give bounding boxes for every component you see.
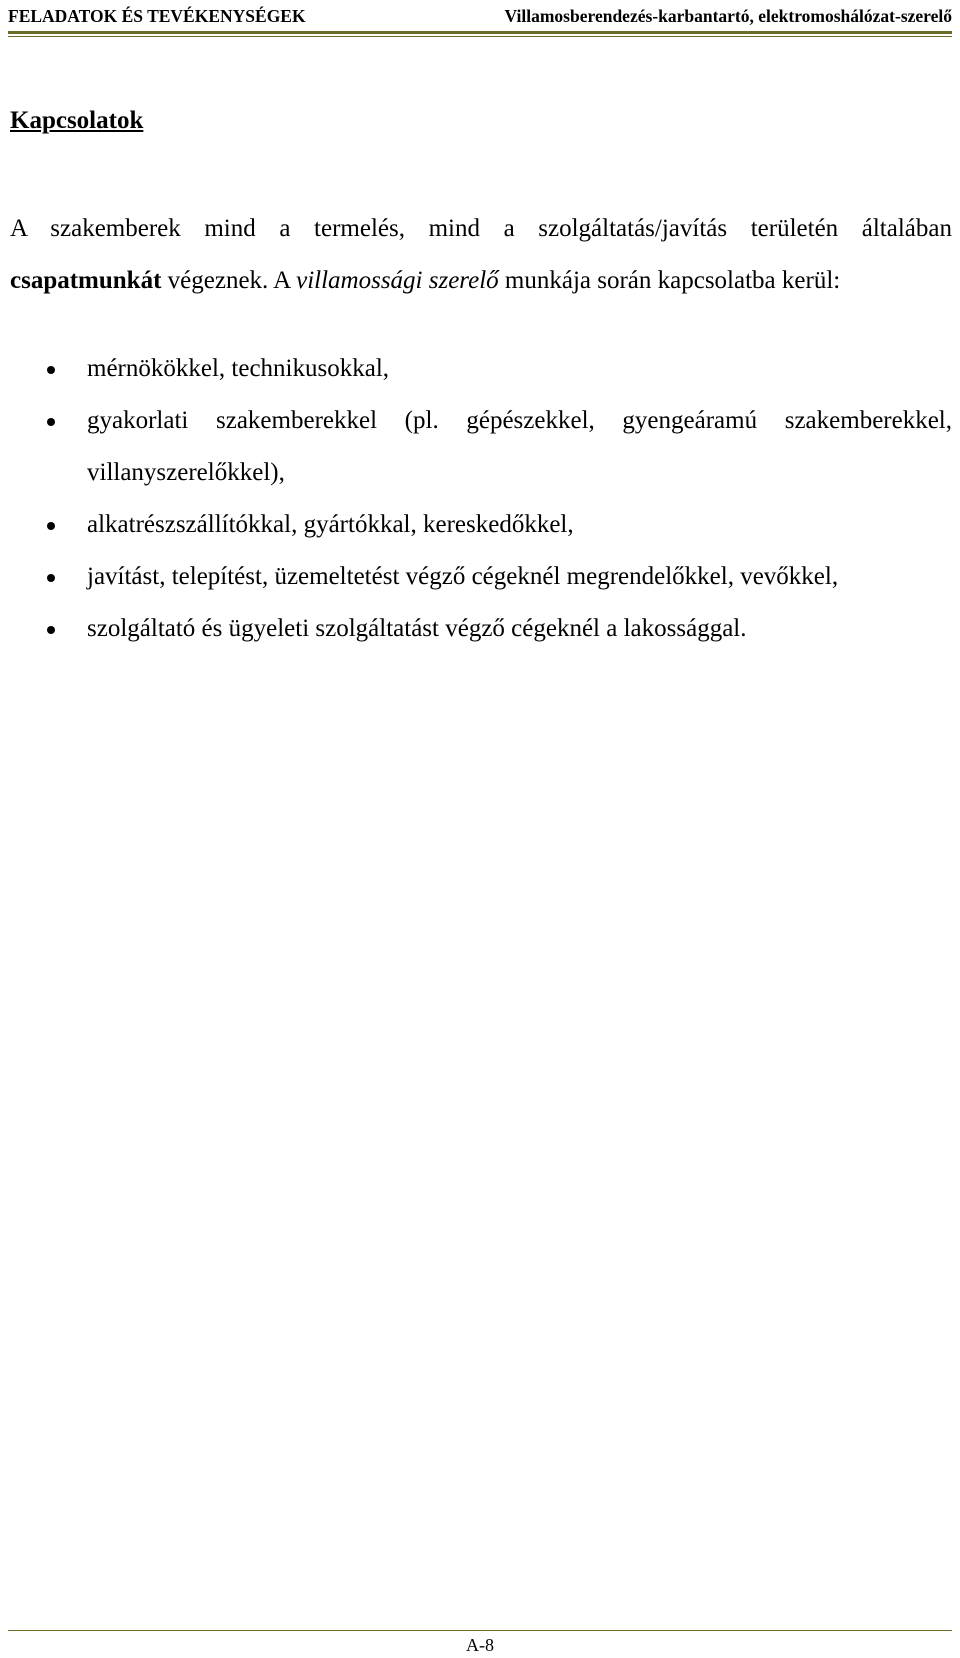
- list-item: [10, 499, 952, 551]
- bullet-dot-icon: [47, 366, 55, 374]
- intro-italic-term: villamossági szerelő: [296, 267, 499, 294]
- contacts-bullet-list: [10, 343, 952, 655]
- header-rule-thin: [8, 36, 952, 37]
- bullet-dot-icon: [47, 574, 55, 582]
- list-item: [10, 395, 952, 499]
- intro-text-part3: munkája során kapcsolatba kerül:: [498, 267, 841, 294]
- intro-text-part1: A szakemberek mind a termelés, mind a szolgáltatás/javítás területén általában: [10, 215, 952, 242]
- bullet-dot-icon: [47, 626, 55, 634]
- list-item-text: javítást, telepítést, üzemeltetést végző cégeknél megrendelőkkel, vevőkkel,: [87, 563, 839, 590]
- list-item: [10, 343, 952, 395]
- bullet-dot-icon: [47, 522, 55, 530]
- list-item-text: gyakorlati szakemberekkel (pl. gépészekkel, gyengeáramú szakemberekkel, villanyszerelőkkel),: [87, 407, 952, 486]
- intro-bold-term: csapatmunkát: [10, 267, 162, 294]
- section-title: Kapcsolatok: [10, 107, 144, 134]
- page-number: A-8: [466, 1635, 494, 1655]
- intro-paragraph: [10, 203, 952, 307]
- header-chapter-title: FELADATOK ÉS TEVÉKENYSÉGEK: [8, 6, 306, 26]
- list-item-text: szolgáltató és ügyeleti szolgáltatást végző cégeknél a lakossággal.: [87, 615, 747, 642]
- intro-text-part2: végeznek. A: [161, 267, 297, 294]
- list-item: [10, 603, 952, 655]
- list-item-text: mérnökökkel, technikusokkal,: [87, 355, 390, 382]
- header-rule-thick: [8, 31, 952, 34]
- footer-rule: [8, 1630, 952, 1631]
- bullet-dot-icon: [47, 418, 55, 426]
- page-header: [8, 2, 952, 30]
- list-item: [10, 551, 952, 603]
- header-document-title: Villamosberendezés-karbantartó, elektromoshálózat-szerelő: [504, 6, 952, 26]
- list-item-text: alkatrészszállítókkal, gyártókkal, kereskedőkkel,: [87, 511, 574, 538]
